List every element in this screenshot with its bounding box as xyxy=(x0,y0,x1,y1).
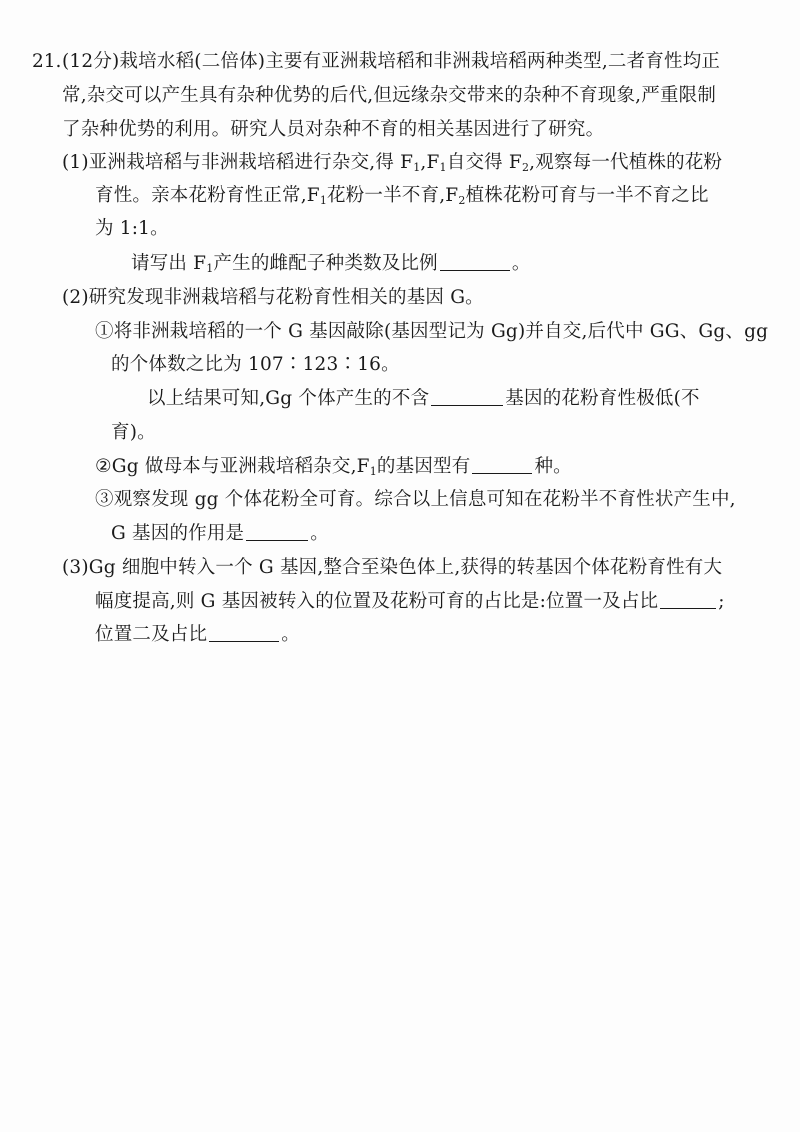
subscript: 2 xyxy=(458,194,466,207)
answer-blank-3[interactable] xyxy=(472,455,532,475)
answer-blank-2[interactable] xyxy=(431,387,503,407)
part1-text: ,观察每一代植株的花粉 xyxy=(529,152,723,173)
part3-line-2 xyxy=(95,587,725,617)
part2-q3-text: 。 xyxy=(310,523,329,544)
part2-q1-line-2: 的个体数之比为 107∶123∶16。 xyxy=(111,354,400,375)
part3-line-1: (3)Gg 细胞中转入一个 G 基因,整合至染色体上,获得的转基因个体花粉育性有大 xyxy=(62,557,723,578)
question-stem-line-3: 了杂种优势的利用。研究人员对杂种不育的相关基因进行了研究。 xyxy=(62,119,605,140)
part1-prompt xyxy=(131,249,531,279)
part3-text: 。 xyxy=(281,624,300,645)
subscript: 1 xyxy=(369,465,377,478)
part3-text: 幅度提高,则 G 基因被转入的位置及花粉可育的占比是:位置一及占比 xyxy=(95,591,659,612)
part2-q3-line-1: ③观察发现 gg 个体花粉全可育。综合以上信息可知在花粉半不育性状产生中, xyxy=(95,489,736,510)
part2-q2-text: 种。 xyxy=(534,456,572,477)
subscript: 1 xyxy=(319,194,328,207)
part2-q1-prompt xyxy=(147,384,700,414)
part2-q1-prompt-end: 育)。 xyxy=(111,422,156,443)
part2-q2-text: ②Gg 做母本与亚洲栽培稻杂交,F xyxy=(95,456,370,477)
subscript: 1 xyxy=(413,161,421,174)
answer-blank-4[interactable] xyxy=(246,522,308,542)
answer-blank-5[interactable] xyxy=(660,590,716,610)
part1-text: 植株花粉可育与一半不育之比 xyxy=(465,185,709,206)
subscript: 1 xyxy=(439,161,447,174)
part3-text: ; xyxy=(718,591,725,612)
part2-q2-text: 的基因型有 xyxy=(376,456,471,477)
part2-q3-line-2 xyxy=(111,519,329,549)
part1-text: 育性。亲本花粉育性正常,F xyxy=(95,185,320,206)
part2-q3-text: G 基因的作用是 xyxy=(111,523,245,544)
part2-q1-prompt-text: 以上结果可知,Gg 个体产生的不含 xyxy=(147,388,430,409)
part1-text: (1)亚洲栽培稻与非洲栽培稻进行杂交,得 F xyxy=(62,152,414,173)
question-stem-line-1: (12分)栽培水稻(二倍体)主要有亚洲栽培稻和非洲栽培稻两种类型,二者育性均正 xyxy=(62,51,721,72)
part1-text: 花粉一半不育,F xyxy=(327,185,459,206)
answer-blank-6[interactable] xyxy=(209,623,279,643)
part1-line-3: 为 1:1。 xyxy=(95,218,169,239)
part1-line-1 xyxy=(62,148,722,178)
question-number: 21. xyxy=(32,51,62,72)
part2-q1-line-1: ①将非洲栽培稻的一个 G 基因敲除(基因型记为 Gg)并自交,后代中 GG、Gg、gg xyxy=(95,321,769,342)
answer-blank-1[interactable] xyxy=(440,252,510,272)
part2-q2 xyxy=(95,452,572,482)
part1-text: 自交得 F xyxy=(446,152,522,173)
question-stem-line-2: 常,杂交可以产生具有杂种优势的后代,但远缘杂交带来的杂种不育现象,严重限制 xyxy=(62,85,717,106)
part3-line-3 xyxy=(95,620,300,650)
part2-q1-prompt-text: 基因的花粉育性极低(不 xyxy=(505,388,700,409)
part2-intro: (2)研究发现非洲栽培稻与花粉育性相关的基因 G。 xyxy=(62,287,484,308)
part1-prompt-text: 请写出 F xyxy=(131,253,207,274)
subscript: 2 xyxy=(521,161,530,174)
part3-text: 位置二及占比 xyxy=(95,624,208,645)
subscript: 1 xyxy=(206,262,214,275)
part1-prompt-text: 产生的雌配子种类数及比例 xyxy=(213,253,438,274)
part1-prompt-end: 。 xyxy=(511,253,531,274)
part1-line-2 xyxy=(95,181,709,211)
part1-text: ,F xyxy=(420,152,440,173)
